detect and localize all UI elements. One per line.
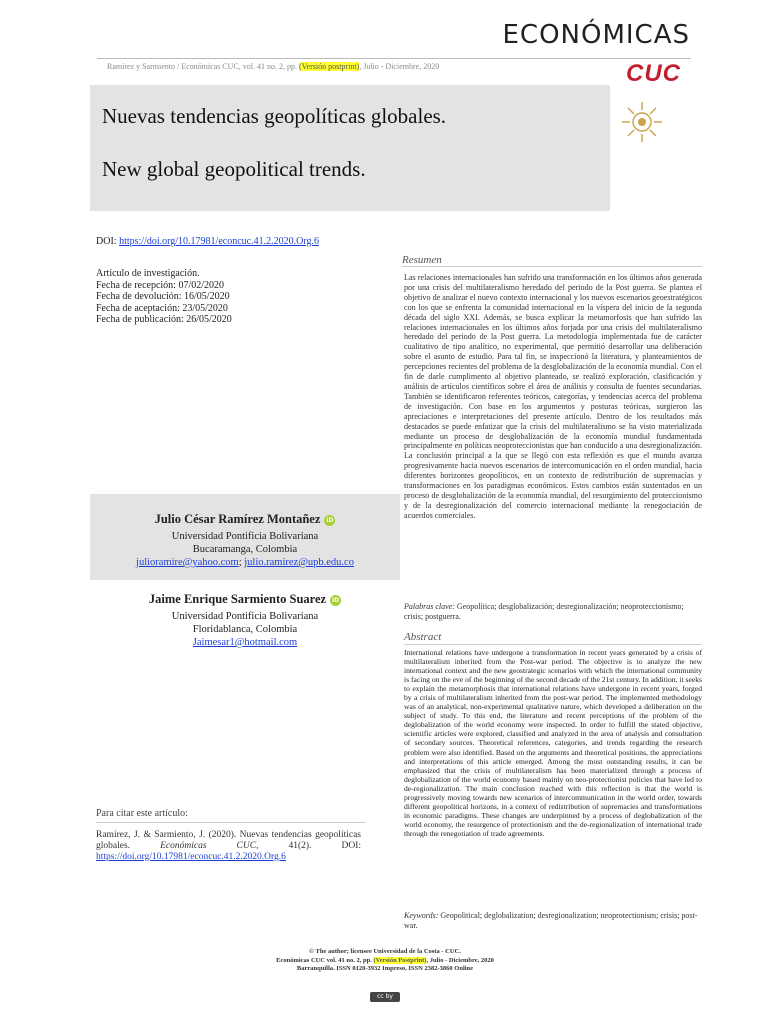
resumen-heading: Resumen — [402, 254, 442, 266]
abstract-keywords — [404, 911, 702, 930]
date-accepted: Fecha de aceptación: 23/05/2020 — [96, 302, 228, 314]
author-2-name — [90, 592, 400, 607]
author-1-location: Bucaramanga, Colombia — [192, 544, 298, 555]
abstract-divider — [404, 644, 702, 645]
header-divider — [97, 58, 691, 59]
author-2-email-1[interactable]: Jaimesar1@hotmail.com — [192, 637, 298, 648]
citation-text-before: Ramírez, J. & Sarmiento, J. (2020). Nuevas tendencias geopolíticas globales. — [96, 830, 361, 851]
footer-issn: Barranquilla. ISSN 0120-3932 Impreso, ISSN 2382-3860 Online — [296, 965, 474, 972]
article-info — [96, 268, 232, 326]
date-published: Fecha de publicación: 26/05/2020 — [96, 314, 232, 325]
citation-divider — [96, 822, 366, 823]
footer-journal-suffix: , Julio - Diciembre, 2020 — [426, 956, 494, 964]
resumen-keywords-label: Palabras clave: — [404, 602, 455, 611]
abstract-body: International relations have undergone a transformation in recent years generated by a crisis of multilateralism inherited from the Post-war period. The objective is to analyze the new international context and the new geostrategic scenarios with which the international community is facing on the eve of the beginning of the second decade of the 21st century. In addition, it seeks to explain the metamorphosis that international relations have undergone in recent years, forged by a crisis of multilateralism inherited from the post-war period. The implemented methodology was of an analytical, non-experimental qualitative nature, which developed a deliberation on the subject of study. To this end, the literature and recent perceptions of the problem of the deglobalization of the world economy were inspected. In order to fulfill the stated objective, scientific articles were explored, classified and analyzed in the area of analysis and consultation of secondary sources. Theoretical references, categories, and trends regarding the research problem were also identified. Based on the arguments and theoretical positions, the appreciations and interpretations of this article emerged. Among the most outstanding results, it can be emphasized that the crisis of multilateralism has been materialized through a process of deglobalization of the world economy based mainly on neo-protectionist policies that have led to de-regionalization. The main conclusion reached with this reflection is that the world is progressively moving towards new scenarios of intercommunication in the world order, towards different geopolitical horizons, in a context of redistribution of supremacies and transformations in economic paradigms. These changes are underpinned by a process of deglobalization of the world economy, the resurgence of protectionism and the de-regionalization of international trade through the renegotiation of trade agreements. — [404, 648, 702, 838]
date-returned: Fecha de devolución: 16/05/2020 — [96, 291, 230, 302]
title-spanish: Nuevas tendencias geopolíticas globales. — [102, 104, 447, 128]
journal-name: ECONÓMICAS — [502, 20, 690, 50]
author-1-email-2[interactable]: julio.ramirez@upb.edu.co — [244, 557, 354, 568]
author-2-institution: Universidad Pontificia Bolivariana — [171, 611, 319, 622]
resumen-divider — [402, 266, 702, 267]
footer-journal-prefix: Económicas CUC vol. 41 no. 2, pp. — [276, 956, 374, 964]
orcid-icon[interactable]: iD — [326, 516, 334, 524]
citation-doi-link[interactable]: https://doi.org/10.17981/econcuc.41.2.2020.Org.6 — [96, 851, 286, 862]
author-1-email-1[interactable]: julioramire@yahoo.com — [136, 557, 239, 568]
resumen-keywords-text: Geopolítica; desglobalización; desregionalización; neoproteccionismo; crisis; postguerra. — [404, 602, 684, 621]
email-separator: ; — [238, 557, 245, 568]
author-1-affiliation — [90, 530, 400, 569]
postprint-highlight: (Versión postprint) — [298, 62, 360, 71]
author-1-name — [90, 512, 400, 527]
citation-heading: Para citar este artículo: — [96, 808, 188, 819]
author-2-emails — [90, 636, 400, 649]
title-english: New global geopolitical trends. — [102, 157, 366, 181]
article-type: Artículo de investigación. — [96, 268, 200, 279]
running-citation-suffix: , Julio - Diciembre, 2020 — [359, 62, 440, 71]
citation-body — [96, 830, 361, 862]
date-received: Fecha de recepción: 07/02/2020 — [96, 279, 225, 291]
footer-postprint-highlight: (Versión Postprint) — [373, 956, 427, 964]
doi-label: DOI: — [96, 236, 120, 247]
author-2-affiliation — [90, 610, 400, 649]
author-1-name-text: Julio César Ramírez Montañez — [154, 512, 321, 526]
university-seal-icon — [620, 100, 664, 149]
author-1-emails — [90, 556, 400, 569]
abstract-keywords-text: Geopolitical; deglobalization; desregionalization; neoprotectionism; crisis; post-war. — [404, 911, 698, 930]
author-1-institution: Universidad Pontificia Bolivariana — [171, 531, 319, 542]
resumen-keywords — [404, 602, 702, 621]
footer-copyright: © The author; licensee Universidad de la Costa - CUC. — [309, 948, 461, 955]
cuc-logo-text: CUC — [626, 60, 681, 87]
abstract-keywords-label: Keywords: — [404, 911, 439, 920]
doi-line — [96, 236, 319, 247]
author-2-location: Floridablanca, Colombia — [192, 624, 298, 635]
footer-journal-line — [240, 957, 530, 966]
resumen-body: Las relaciones internacionales han sufrido una transformación en los últimos años generada por una crisis del multilateralismo heredado del periodo de la Post guerra. Se plantea el objetivo de analizar el nuevo contexto internacional y los nuevos escenarios geoestratégicos con los que se enfrenta la comunidad internacional en la víspera del inicio de la segunda década del siglo XXI. Además, se busca explicar la metamorfosis que han sufrido las relaciones internacionales en los últimos años forjada por una crisis del multilateralismo heredado del periodo de la Post guerra. La metodología implementada fue de carácter cualitativo de tipo analítico, no experimental, que permitió desarrollar una deliberación sobre el asunto de estudio. Para tal fin, se inspeccionó la literatura, y planteamientos de percepciones recientes del problema de la desglobalización de la economía mundial. Con el fin de darle cumplimento al objetivo planteado, se realizó exploración, clasificación y análisis de artículos científicos sobre el área de análisis y consulta de fuentes secundarias. También se identificaron referentes teóricos, categorías, y tendencias acerca del problema de investigación. Con base en los argumentos y posturas teóricas, surgieron las apreciaciones e interpretaciones del presente artículo. Dentro de los resultados más destacados se puede enfatizar que la crisis del multilateralismo se ha visto materializada mediante un proceso de desglobalización de la economía mundial fundamentada principalmente en políticas neoproteccionistas que han conducido a una desregionalización. La conclusión principal a la que se llegó con esta reflexión es que el mundo avanza progresivamente hacia nuevos escenarios de intercomunicación en el orden mundial, hacia diferentes horizontes geopolíticos, en un contexto de redistribución de supremacías y transformaciones en los paradigmas económicos. Estos cambios están sustentados en un proceso de desglobalización de la economía mundial, del resurgimiento del proteccionismo y de la desregionalización del comercio internacional mediante la renegociación de acuerdos comerciales. — [404, 273, 702, 520]
cc-license-badge[interactable]: cc by — [370, 992, 400, 1002]
abstract-heading: Abstract — [404, 631, 442, 643]
citation-text-after: , 41(2). DOI: — [256, 840, 361, 851]
author-2-name-text: Jaime Enrique Sarmiento Suarez — [148, 592, 327, 606]
orcid-icon[interactable]: iD — [332, 596, 340, 604]
running-citation — [107, 62, 439, 71]
footer — [240, 948, 530, 974]
citation-journal: Económicas CUC — [160, 840, 257, 851]
doi-link[interactable]: https://doi.org/10.17981/econcuc.41.2.2020.Org.6 — [119, 236, 319, 247]
running-citation-prefix: Ramírez y Sarmiento / Económicas CUC, vol. 41 no. 2, pp. — [107, 62, 299, 71]
